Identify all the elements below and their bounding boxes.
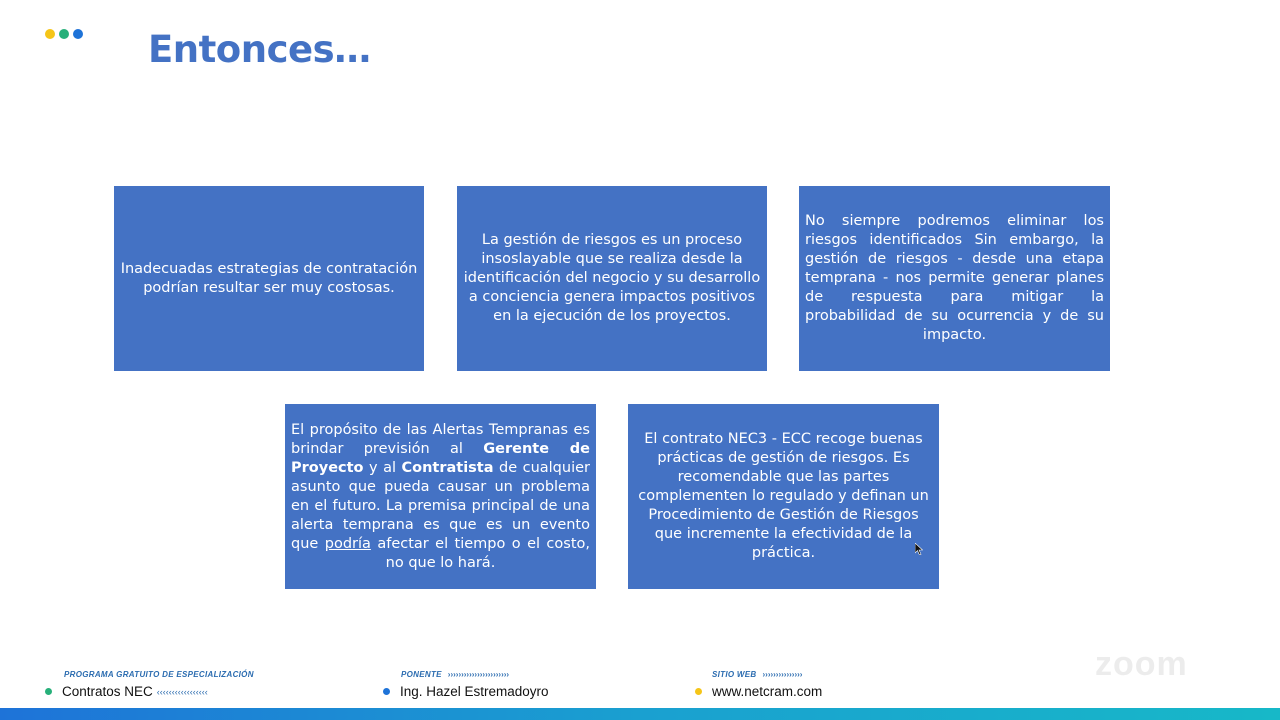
bold-term-contractor: Contratista (401, 459, 494, 476)
footer-speaker (383, 670, 549, 699)
info-box-text: El propósito de las Alertas Tempranas es brindar previsión al Gerente de Proyecto y al Contratista de cualquier asunto que pueda causar un problema en el futuro. La premisa principal de una alerta temprana es que es un evento que podría afectar el tiempo o el costo, no que lo hará. (291, 421, 591, 571)
decorative-dots (45, 29, 83, 39)
zoom-watermark: zoom (1095, 645, 1188, 683)
bold-term-project-manager: Gerente de Proyecto (291, 440, 591, 476)
footer-program-value: Contratos NEC (62, 684, 153, 699)
blue-bullet-icon (383, 688, 390, 695)
left-arrows-icon: ‹‹‹‹‹‹‹‹‹‹‹‹‹‹‹‹‹ (156, 686, 208, 697)
yellow-dot (45, 29, 55, 39)
green-dot (59, 29, 69, 39)
footer-speaker-heading: PONENTE ››››››››››››››››››››››› (401, 670, 510, 679)
green-bullet-icon (45, 688, 52, 695)
info-box-text: Inadecuadas estrategias de contratación podrían resultar ser muy costosas. (120, 260, 418, 296)
info-box-text: La gestión de riesgos es un proceso insoslayable que se realiza desde la identificación del negocio y su desarrollo a conciencia genera impactos positivos en la ejecución de los proyectos. (463, 232, 761, 324)
info-box-text: El contrato NEC3 - ECC recoge buenas prácticas de gestión de riesgos. Es recomendable que las partes complementen lo regulado y definan un Procedimiento de Gestión de Riesgos que incremente la efectividad de la práctica. (638, 431, 929, 561)
footer-program (45, 670, 254, 699)
info-box-risk-management-process (457, 186, 767, 371)
info-box-contracting-strategies (114, 186, 424, 371)
footer-website-heading: SITIO WEB ››››››››››››››› (712, 670, 803, 679)
bottom-gradient-bar (0, 708, 1280, 720)
right-arrows-icon: ››››››››››››››››››››››› (447, 670, 510, 679)
footer-website (695, 670, 822, 699)
info-box-nec3-ecc (628, 404, 939, 589)
info-box-text: No siempre podremos eliminar los riesgos identificados Sin embargo, la gestión de riesgos - desde una etapa temprana - nos permite generar planes de respuesta para mitigar la probabilidad de su ocurrencia y de su impacto. (805, 213, 1104, 343)
info-box-early-warnings (285, 404, 596, 589)
footer-program-heading: PROGRAMA GRATUITO DE ESPECIALIZACIÓN (64, 670, 254, 679)
footer-website-link[interactable]: www.netcram.com (712, 684, 823, 699)
blue-dot (73, 29, 83, 39)
yellow-bullet-icon (695, 688, 702, 695)
slide-title: Entonces… (148, 28, 371, 71)
footer-speaker-value: Ing. Hazel Estremadoyro (400, 684, 549, 699)
info-box-risk-elimination (799, 186, 1110, 371)
underlined-word: podría (324, 535, 371, 552)
right-arrows-icon: ››››››››››››››› (762, 670, 803, 679)
mouse-cursor-icon (915, 543, 923, 555)
